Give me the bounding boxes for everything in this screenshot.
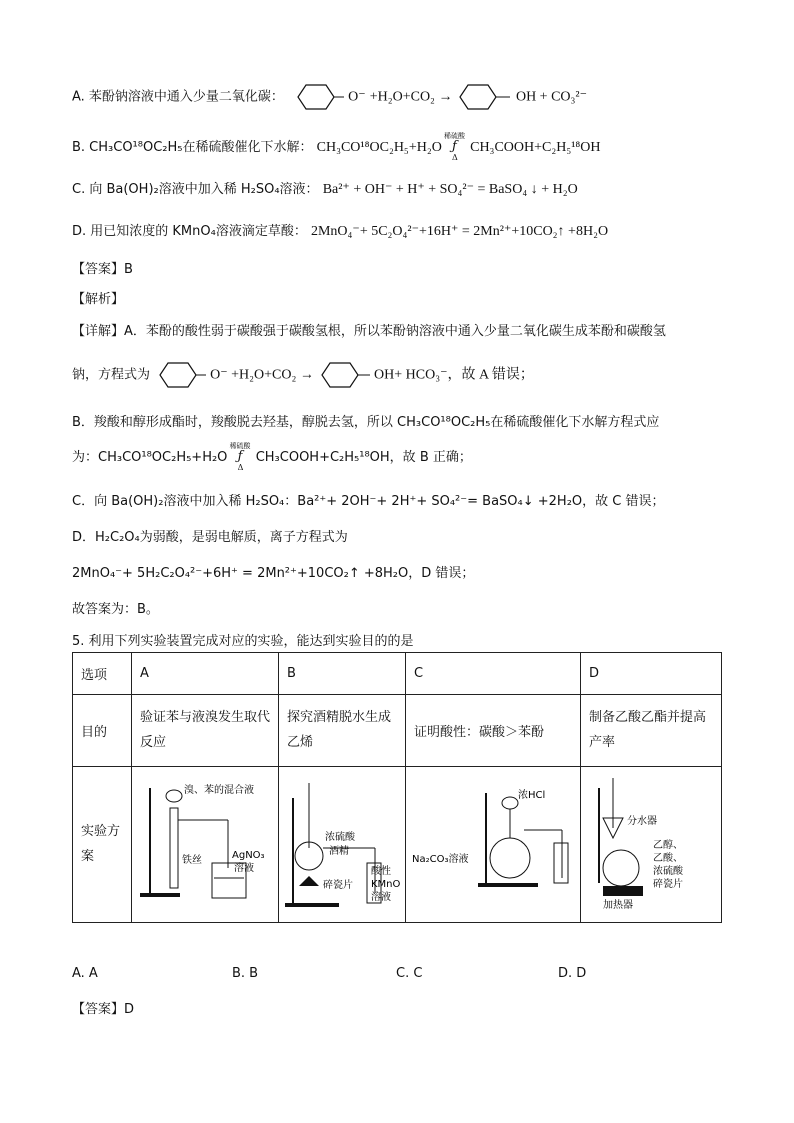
detail-line-2 xyxy=(72,360,534,390)
apparatus-d-cell xyxy=(581,767,722,923)
benzene-ring-icon xyxy=(456,82,516,112)
label-a1: 溴、苯的混合液 xyxy=(184,784,254,796)
table-header-row xyxy=(73,653,722,695)
header-cell: B xyxy=(279,653,406,695)
header-cell: D xyxy=(581,653,722,695)
q4-option-d xyxy=(72,220,608,240)
label-d1: 分水器 xyxy=(627,815,657,827)
q4-a-ominus: O⁻ xyxy=(348,89,366,105)
purpose-cell: 证明酸性：碳酸＞苯酚 xyxy=(406,695,581,767)
benzene-ring-icon xyxy=(288,82,348,112)
detail-line-5: C．向 Ba(OH)₂溶液中加入稀 H₂SO₄：Ba²⁺+ 2OH⁻+ 2H⁺+ SO₄²⁻= BaSO₄↓ +2H₂O，故 C 错误； xyxy=(72,494,665,509)
q4-option-b xyxy=(72,131,601,162)
label-a3: AgNO₃ xyxy=(232,849,265,861)
label-d3: 乙酸、 xyxy=(653,852,683,864)
label-b6: 溶液 xyxy=(371,891,391,903)
label-c1: 浓HCl xyxy=(518,789,546,801)
detail-line-8: 故答案为：B。 xyxy=(72,602,159,617)
q4-b-cat: 稀硫酸 xyxy=(443,131,465,140)
experiment-table xyxy=(72,652,722,923)
q4-a-eq-end: OH + CO₃²⁻ xyxy=(515,89,587,105)
q4-b-text: B. CH₃CO¹⁸OC₂H₅在稀硫酸催化下水解： xyxy=(72,140,313,155)
apparatus-a-cell xyxy=(132,767,279,923)
scheme-label: 实验方案 xyxy=(73,767,132,923)
q4-option-a xyxy=(72,82,587,112)
apparatus-a-diagram xyxy=(132,768,278,918)
apparatus-c-diagram xyxy=(406,768,580,918)
label-a4: 溶液 xyxy=(234,862,254,874)
detail-line-7: 2MnO₄⁻+ 5H₂C₂O₄²⁻+6H⁺ = 2Mn²⁺+10CO₂↑ +8H₂O，D 错误； xyxy=(72,566,475,581)
label-d5: 碎瓷片 xyxy=(653,878,683,890)
q5-stem: 5. 利用下列实验装置完成对应的实验，能达到实验目的的是 xyxy=(72,634,414,649)
label-d4: 浓硫酸 xyxy=(653,865,683,877)
detail-l4a: 为：CH₃CO¹⁸OC₂H₅+H₂O xyxy=(72,450,228,465)
analysis-label: 【解析】 xyxy=(72,292,125,307)
option-c: C. C xyxy=(396,966,423,981)
detail-line-6: D．H₂C₂O₄为弱酸，是弱电解质，离子方程式为 xyxy=(72,530,348,545)
purpose-cell: 验证苯与液溴发生取代反应 xyxy=(132,695,279,767)
table-row-purpose xyxy=(73,695,722,767)
answer-label: 【答案】 xyxy=(72,1002,125,1017)
label-a2: 铁丝 xyxy=(182,854,202,866)
q4-a-text: A. 苯酚钠溶液中通入少量二氧化碳： xyxy=(72,89,284,105)
q4-a-eq-mid: +H₂O+CO₂ → xyxy=(369,89,456,105)
label-b4: 酸性 xyxy=(371,865,391,877)
detail-line-3: B．羧酸和醇形成酯时，羧酸脱去羟基，醇脱去氢，所以 CH₃CO¹⁸OC₂H₅在稀硫酸催化下水解方程式应 xyxy=(72,415,660,430)
label-c2: Na₂CO₃溶液 xyxy=(412,853,469,865)
option-b: B. B xyxy=(232,966,259,981)
detail-l2a: 钠，方程式为 xyxy=(72,367,151,383)
detail-line-4 xyxy=(72,441,472,472)
q4-d-text: D. 用已知浓度的 KMnO₄溶液滴定草酸： xyxy=(72,224,307,239)
label-b3: 碎瓷片 xyxy=(323,879,353,891)
purpose-cell: 探究酒精脱水生成乙烯 xyxy=(279,695,406,767)
answer-label: 【答案】 xyxy=(72,262,125,277)
detail-l4b: CH₃COOH+C₂H₅¹⁸OH，故 B 正确； xyxy=(255,450,472,465)
detail-line-1: 【详解】A．苯酚的酸性弱于碳酸强于碳酸氢根，所以苯酚钠溶液中通入少量二氧化碳生成苯酚和碳酸氢 xyxy=(72,324,666,339)
q4-b-eq1: CH₃CO¹⁸OC₂H₅+H₂O xyxy=(316,140,442,155)
table-row-scheme xyxy=(73,767,722,923)
q4-d-eq: 2MnO₄⁻+ 5C₂O₄²⁻+16H⁺ = 2Mn²⁺+10CO₂↑ +8H₂O xyxy=(310,224,609,239)
header-cell: 选项 xyxy=(73,653,132,695)
option-d: D. D xyxy=(558,966,587,981)
catalyst-arrow-icon: 稀硫酸 ƒ Δ xyxy=(443,131,465,162)
apparatus-c-cell xyxy=(406,767,581,923)
apparatus-b-diagram xyxy=(279,768,405,918)
label-d6: 加热器 xyxy=(603,899,633,911)
option-a: A. A xyxy=(72,966,98,981)
purpose-label: 目的 xyxy=(73,695,132,767)
header-cell: A xyxy=(132,653,279,695)
q4-c-eq: Ba²⁺ + OH⁻ + H⁺ + SO₄²⁻ = BaSO₄ ↓ + H₂O xyxy=(322,182,578,197)
label-d2: 乙醇、 xyxy=(653,839,683,851)
benzene-ring-icon xyxy=(318,360,374,390)
detail-l2c: OH+ HCO₃⁻，故 A 错误； xyxy=(374,367,534,383)
answer-line-2 xyxy=(72,998,134,1017)
header-cell: C xyxy=(406,653,581,695)
answer-value: B xyxy=(124,262,133,277)
q4-c-text: C. 向 Ba(OH)₂溶液中加入稀 H₂SO₄溶液： xyxy=(72,182,319,197)
label-b2: 酒精 xyxy=(329,845,349,857)
benzene-ring-icon xyxy=(154,360,210,390)
answer-value: D xyxy=(124,1002,135,1017)
label-b5: KMnO xyxy=(371,878,401,890)
catalyst-arrow-icon: 稀硫酸 ƒ Δ xyxy=(229,441,251,472)
detail-l2b: O⁻ +H₂O+CO₂ → xyxy=(210,367,314,383)
q4-b-eq2: CH₃COOH+C₂H₅¹⁸OH xyxy=(470,140,601,155)
apparatus-b-cell xyxy=(279,767,406,923)
q4-option-c xyxy=(72,178,578,198)
answer-line xyxy=(72,258,133,277)
apparatus-d-diagram xyxy=(581,768,721,918)
purpose-cell: 制备乙酸乙酯并提高产率 xyxy=(581,695,722,767)
label-b1: 浓硫酸 xyxy=(325,831,355,843)
